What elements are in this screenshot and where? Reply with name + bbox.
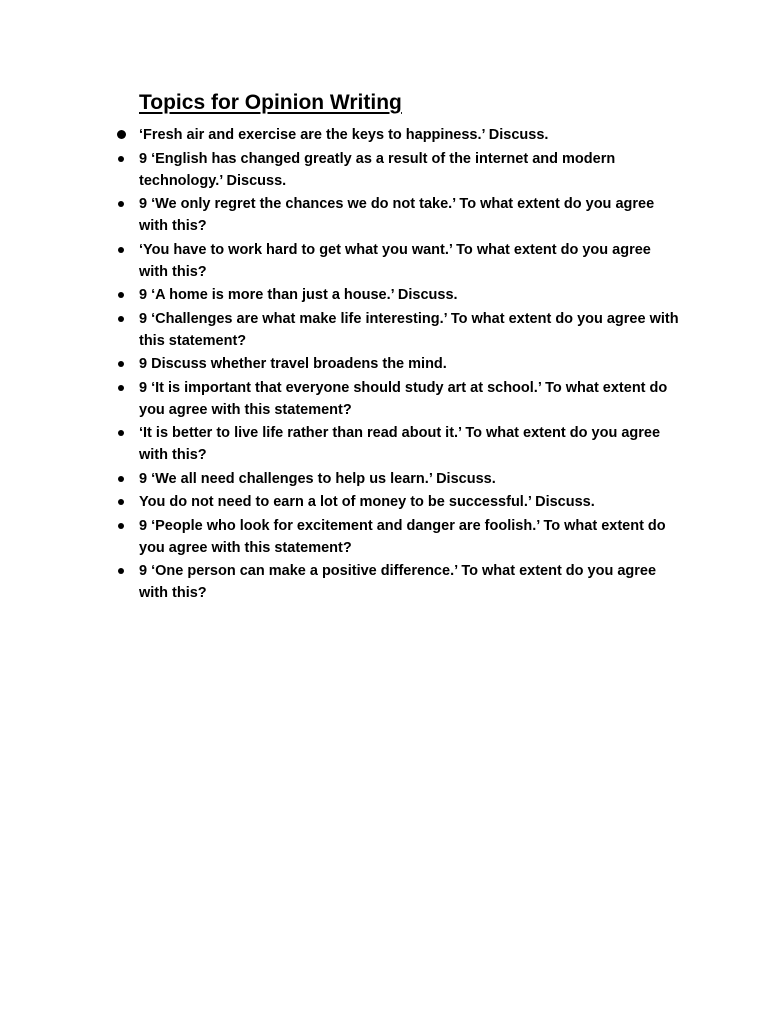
topic-text: 9 Discuss whether travel broadens the mind. bbox=[139, 356, 447, 372]
list-item bbox=[139, 308, 679, 352]
bullet-icon bbox=[118, 568, 124, 574]
topic-text: 9 ‘People who look for excitement and danger are foolish.’ To what extent do you agree with this statement? bbox=[139, 517, 666, 556]
list-item bbox=[139, 377, 679, 421]
bullet-icon bbox=[118, 385, 124, 391]
bullet-icon bbox=[118, 430, 124, 436]
topic-text: 9 ‘It is important that everyone should study art at school.’ To what extent do you agree with this statement? bbox=[139, 379, 668, 418]
topic-text: ‘It is better to live life rather than read about it.’ To what extent do you agree with this? bbox=[139, 425, 661, 463]
list-item bbox=[139, 239, 679, 283]
bullet-icon bbox=[118, 523, 124, 529]
topic-text: 9 ‘One person can make a positive difference.’ To what extent do you agree with this? bbox=[139, 563, 657, 601]
page-title: Topics for Opinion Writing bbox=[139, 91, 402, 114]
bullet-icon bbox=[118, 292, 124, 298]
bullet-icon bbox=[118, 476, 124, 482]
topic-text: ‘You have to work hard to get what you want.’ To what extent do you agree with this? bbox=[139, 241, 651, 280]
list-item bbox=[139, 193, 679, 237]
bullet-icon bbox=[118, 316, 124, 322]
list-item bbox=[139, 560, 679, 604]
topic-list bbox=[139, 124, 708, 604]
bullet-icon bbox=[118, 247, 124, 253]
topic-text: ‘Fresh air and exercise are the keys to happiness.’ Discuss. bbox=[139, 127, 549, 143]
list-item bbox=[139, 515, 679, 559]
list-item bbox=[139, 284, 679, 306]
topic-text: 9 ‘A home is more than just a house.’ Discuss. bbox=[139, 287, 458, 303]
topic-text: 9 ‘Challenges are what make life interesting.’ To what extent do you agree with this statement? bbox=[139, 310, 679, 349]
list-item bbox=[139, 491, 679, 513]
topic-text: 9 ‘We all need challenges to help us learn.’ Discuss. bbox=[139, 470, 496, 487]
list-item bbox=[139, 148, 679, 192]
topic-text: 9 ‘English has changed greatly as a result of the internet and modern technology.’ Discuss. bbox=[139, 150, 616, 189]
bullet-icon bbox=[118, 201, 124, 207]
topic-text: You do not need to earn a lot of money to be successful.’ Discuss. bbox=[139, 494, 595, 510]
bullet-icon bbox=[118, 499, 124, 505]
bullet-icon bbox=[118, 361, 124, 367]
bullet-icon bbox=[117, 130, 126, 139]
bullet-icon bbox=[118, 156, 124, 162]
topic-text: 9 ‘We only regret the chances we do not take.’ To what extent do you agree with this? bbox=[139, 196, 655, 234]
list-item bbox=[139, 422, 679, 466]
list-item bbox=[139, 468, 679, 490]
list-item bbox=[139, 353, 679, 375]
list-item bbox=[139, 124, 679, 146]
